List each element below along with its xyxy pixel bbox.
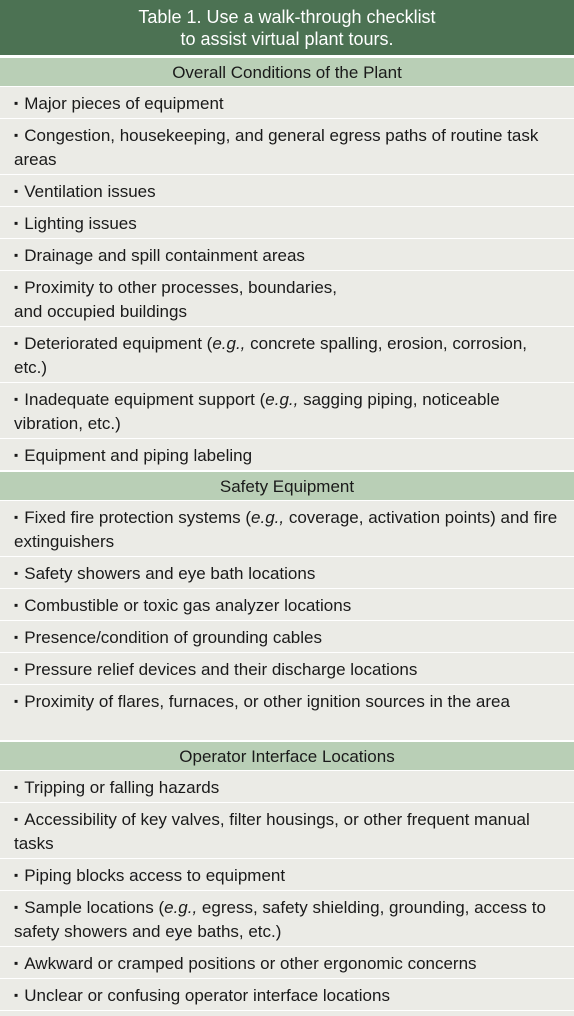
bullet-icon: ▪ [14, 392, 19, 406]
checklist-item [0, 979, 574, 1011]
checklist-item-italic-text: e.g., [265, 390, 299, 409]
bullet-icon: ▪ [14, 510, 19, 524]
checklist-item [0, 87, 574, 119]
checklist-item-text: Combustible or toxic gas analyzer locations [24, 596, 352, 615]
checklist-item-text: Ventilation issues [24, 182, 156, 201]
bullet-icon: ▪ [14, 630, 19, 644]
checklist-item-text: Equipment and piping labeling [24, 446, 253, 465]
bullet-icon: ▪ [14, 956, 19, 970]
checklist-item-text: Fixed fire protection systems ( [24, 508, 252, 527]
checklist-item-text: Major pieces of equipment [24, 94, 224, 113]
checklist-item-italic-text: e.g., [212, 334, 246, 353]
bullet-icon: ▪ [14, 96, 19, 110]
checklist-item [0, 383, 574, 439]
checklist-item-text: Presence/condition of grounding cables [24, 628, 322, 647]
checklist-item-text: Safety showers and eye bath locations [24, 564, 316, 583]
checklist-item-text: Proximity to other processes, boundaries, [24, 278, 338, 297]
checklist-item-italic-text: e.g., [164, 898, 198, 917]
checklist-item-text: Accessibility of key valves, filter housings, or other frequent manual tasks [14, 810, 530, 853]
bullet-icon: ▪ [14, 868, 19, 882]
checklist-item-text: Deteriorated equipment ( [24, 334, 213, 353]
table-title-line-1: Table 1. Use a walk-through checklist [138, 6, 436, 27]
checklist-item [0, 653, 574, 685]
table-title [0, 0, 574, 57]
checklist-item-text: Lighting issues [24, 214, 137, 233]
checklist-item [0, 589, 574, 621]
bullet-icon: ▪ [14, 988, 19, 1002]
checklist-item-text: Proximity of flares, furnaces, or other ignition sources in the area [24, 692, 510, 711]
checklist-item [0, 771, 574, 803]
table-title-line-2: to assist virtual plant tours. [180, 28, 394, 49]
checklist-item [0, 621, 574, 653]
checklist-item-text: sagging piping, noticeable vibration, etc.) [14, 390, 500, 433]
checklist-item [0, 557, 574, 589]
checklist-item-text: Pressure relief devices and their discharge locations [24, 660, 418, 679]
bullet-icon: ▪ [14, 566, 19, 580]
bullet-icon: ▪ [14, 812, 19, 826]
bullet-icon: ▪ [14, 280, 19, 294]
bullet-icon: ▪ [14, 448, 19, 462]
bullet-icon: ▪ [14, 216, 19, 230]
checklist-item-text: Inadequate equipment support ( [24, 390, 266, 409]
checklist-item-text: Unclear or confusing operator interface locations [24, 986, 390, 1005]
checklist-item [0, 891, 574, 947]
checklist-item-text: concrete spalling, erosion, corrosion, etc.) [14, 334, 527, 377]
checklist-item-text: Piping blocks access to equipment [24, 866, 286, 885]
checklist-item-text: egress, safety shielding, grounding, access to safety showers and eye baths, etc.) [14, 898, 546, 941]
section-header: Operator Interface Locations [0, 741, 574, 771]
checklist-item [0, 685, 574, 741]
bullet-icon: ▪ [14, 248, 19, 262]
bullet-icon: ▪ [14, 662, 19, 676]
checklist-item-text: Sample locations ( [24, 898, 165, 917]
checklist-item-italic-text: e.g., [251, 508, 285, 527]
checklist-item [0, 947, 574, 979]
bullet-icon: ▪ [14, 184, 19, 198]
checklist-item-text: Drainage and spill containment areas [24, 246, 305, 265]
checklist-item-text: Tripping or falling hazards [24, 778, 220, 797]
checklist-item [0, 207, 574, 239]
checklist-item [0, 859, 574, 891]
bullet-icon: ▪ [14, 694, 19, 708]
checklist-item [0, 803, 574, 859]
bullet-icon: ▪ [14, 900, 19, 914]
table-body [0, 57, 574, 1011]
bullet-icon: ▪ [14, 598, 19, 612]
checklist-item [0, 327, 574, 383]
checklist-item [0, 119, 574, 175]
bullet-icon: ▪ [14, 128, 19, 142]
bullet-icon: ▪ [14, 780, 19, 794]
bullet-icon: ▪ [14, 336, 19, 350]
checklist-item-text: coverage, activation points) and fire extinguishers [14, 508, 558, 551]
checklist-item [0, 439, 574, 471]
section-header: Overall Conditions of the Plant [0, 57, 574, 87]
checklist-item [0, 175, 574, 207]
checklist-item-text: and occupied buildings [14, 302, 187, 321]
section-header: Safety Equipment [0, 471, 574, 501]
checklist-item [0, 271, 574, 327]
checklist-item [0, 501, 574, 557]
checklist-item-text: Awkward or cramped positions or other ergonomic concerns [24, 954, 477, 973]
checklist-item-text: Congestion, housekeeping, and general egress paths of routine task areas [14, 126, 539, 169]
checklist-item [0, 239, 574, 271]
